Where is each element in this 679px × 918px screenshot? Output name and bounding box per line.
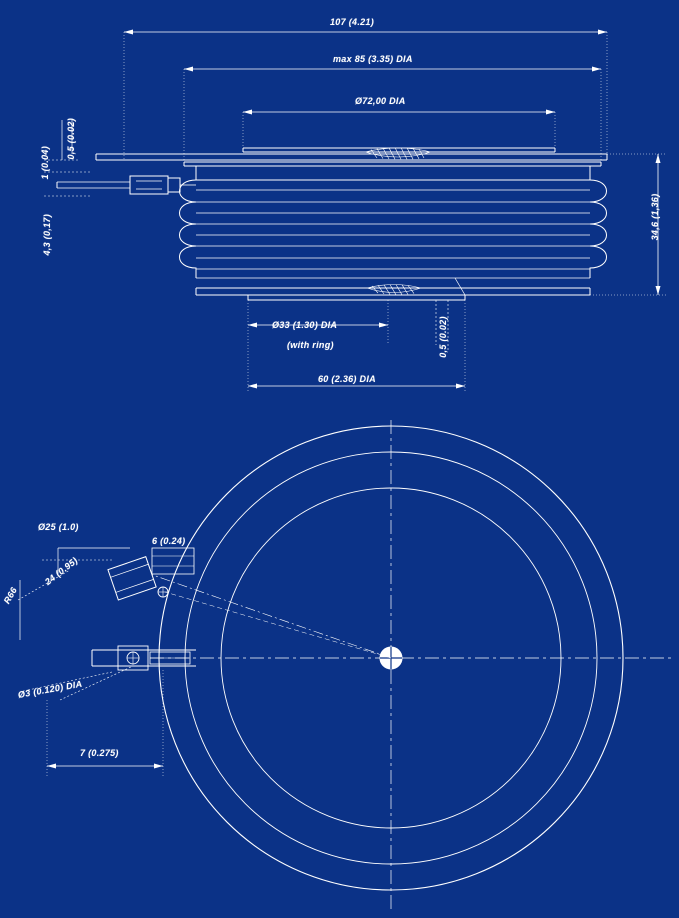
dim-gate-pin-dia: Ø3 (0.120) DIA: [17, 678, 84, 700]
dim-gate-tab-small: 6 (0.24): [152, 536, 186, 546]
dim-gate-offset: 24 (0.95): [42, 555, 80, 587]
dim-lead-offset: 4,3 (0,17): [42, 214, 52, 256]
dim-overall-width: 107 (4.21): [330, 17, 375, 27]
dim-upper-tab-thickness-1: 1 (0.04): [40, 146, 50, 180]
top-plan-view: [18, 420, 675, 912]
dim-lower-pole-note: (with ring): [287, 340, 334, 350]
dim-body-height: 34,6 (1,36): [650, 193, 660, 241]
dim-ceramic-diameter: max 85 (3.35) DIA: [333, 54, 413, 64]
dim-gate-edge-distance: 7 (0.275): [80, 748, 119, 758]
dim-gate-lead-length: Ø25 (1.0): [38, 522, 79, 532]
dim-lower-pole-face: Ø33 (1.30) DIA: [272, 320, 338, 330]
dim-pole-face-upper: Ø72,00 DIA: [355, 96, 406, 106]
dim-upper-tab-thickness-2: 0,5 (0.02): [66, 118, 76, 160]
dim-lower-tab-height: 0,5 (0.02): [438, 316, 448, 358]
dim-radius-note: R66: [1, 585, 20, 606]
side-section-view: [44, 30, 666, 393]
dim-lower-overall: 60 (2.36) DIA: [318, 374, 376, 384]
